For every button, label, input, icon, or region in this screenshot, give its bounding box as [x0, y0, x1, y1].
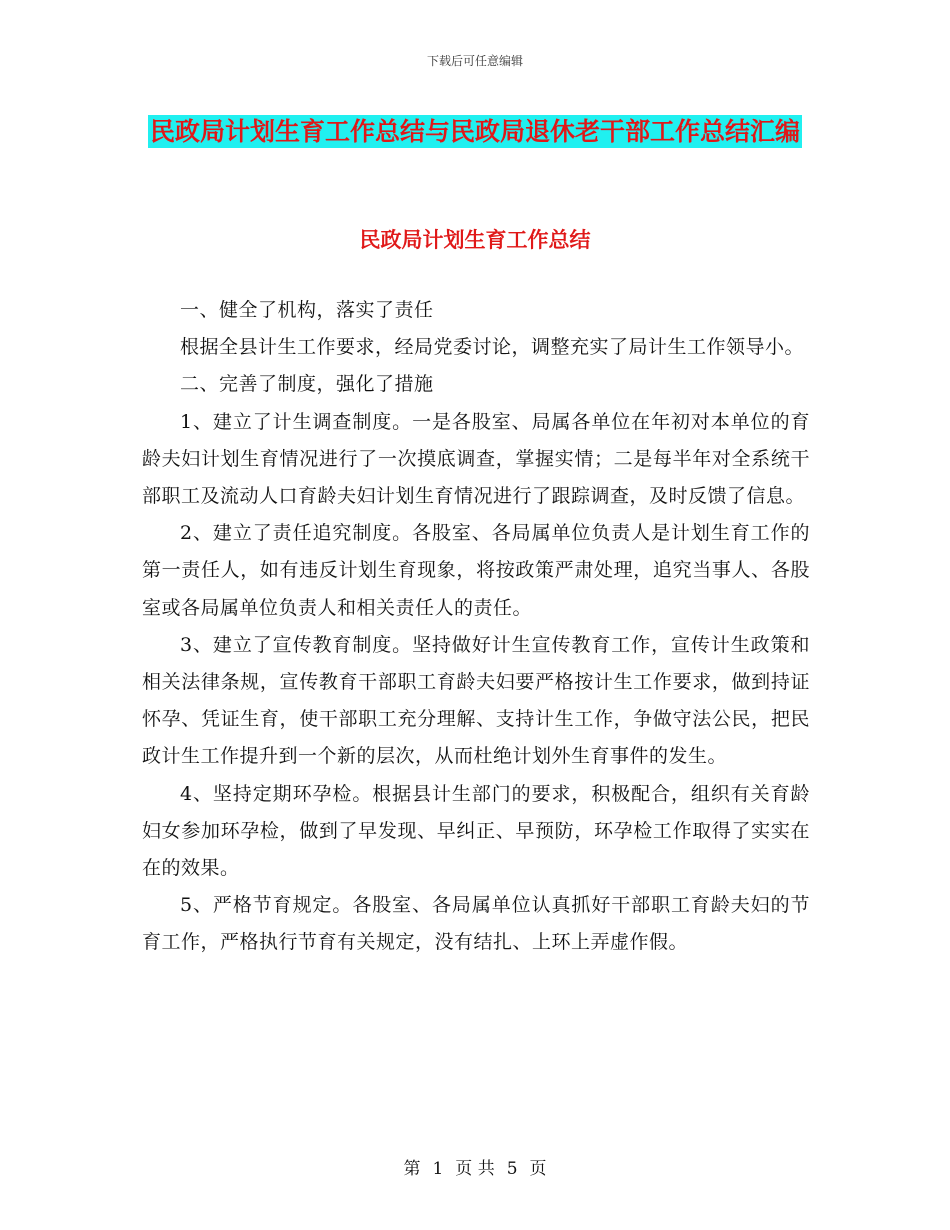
footer-page-total: 5 [506, 1159, 518, 1179]
paragraph: 5、严格节育规定。各股室、各局属单位认真抓好干部职工育龄夫妇的节育工作，严格执行节育有关规定，没有结扎、上环上弄虚作假。 [142, 894, 810, 954]
paragraph: 2、建立了责任追究制度。各股室、各局属单位负责人是计划生育工作的第一责任人，如有违反计划生育现象，将按政策严肃处理，追究当事人、各股室或各局属单位负责人和相关责任人的责任。 [142, 522, 810, 619]
paragraph: 1、建立了计生调查制度。一是各股室、局属各单位在年初对本单位的育龄夫妇计划生育情况进行了一次摸底调查，掌握实情；二是每半年对全系统干部职工及流动人口育龄夫妇计划生育情况进行了跟踪调查，及时反馈了信息。 [142, 410, 810, 508]
document-title [140, 106, 810, 158]
paragraph: 4、坚持定期环孕检。根据县计生部门的要求，积极配合，组织有关育龄妇女参加环孕检，做到了早发现、早纠正、早预防，环孕检工作取得了实实在在的效果。 [142, 782, 810, 880]
footer-page-mid: 页 共 [455, 1159, 495, 1179]
page-footer [0, 1154, 950, 1179]
document-title-text: 民政局计划生育工作总结与民政局退休老干部工作总结汇编 [149, 117, 800, 146]
footer-page-end: 页 [529, 1159, 547, 1179]
footer-page-current: 1 [432, 1159, 444, 1179]
paragraph: 一、健全了机构，落实了责任 [180, 299, 434, 321]
footer-page-label: 第 [403, 1159, 421, 1179]
paragraph: 二、完善了制度，强化了措施 [180, 373, 434, 396]
paragraph: 根据全县计生工作要求，经局党委讨论，调整充实了局计生工作领导小。 [180, 336, 805, 359]
header-note: 下载后可任意编辑 [426, 54, 523, 68]
body-text [142, 292, 810, 962]
paragraph: 3、建立了宣传教育制度。坚持做好计生宣传教育工作，宣传计生政策和相关法律条规，宣传教育干部职工育龄夫妇要严格按计生工作要求，做到持证怀孕、凭证生育，使干部职工充分理解、支持计生工作，争做守法公民，把民政计生工作提升到一个新的层次，从而杜绝计划外生育事件的发生。 [142, 633, 810, 768]
section-title: 民政局计划生育工作总结 [359, 228, 591, 252]
